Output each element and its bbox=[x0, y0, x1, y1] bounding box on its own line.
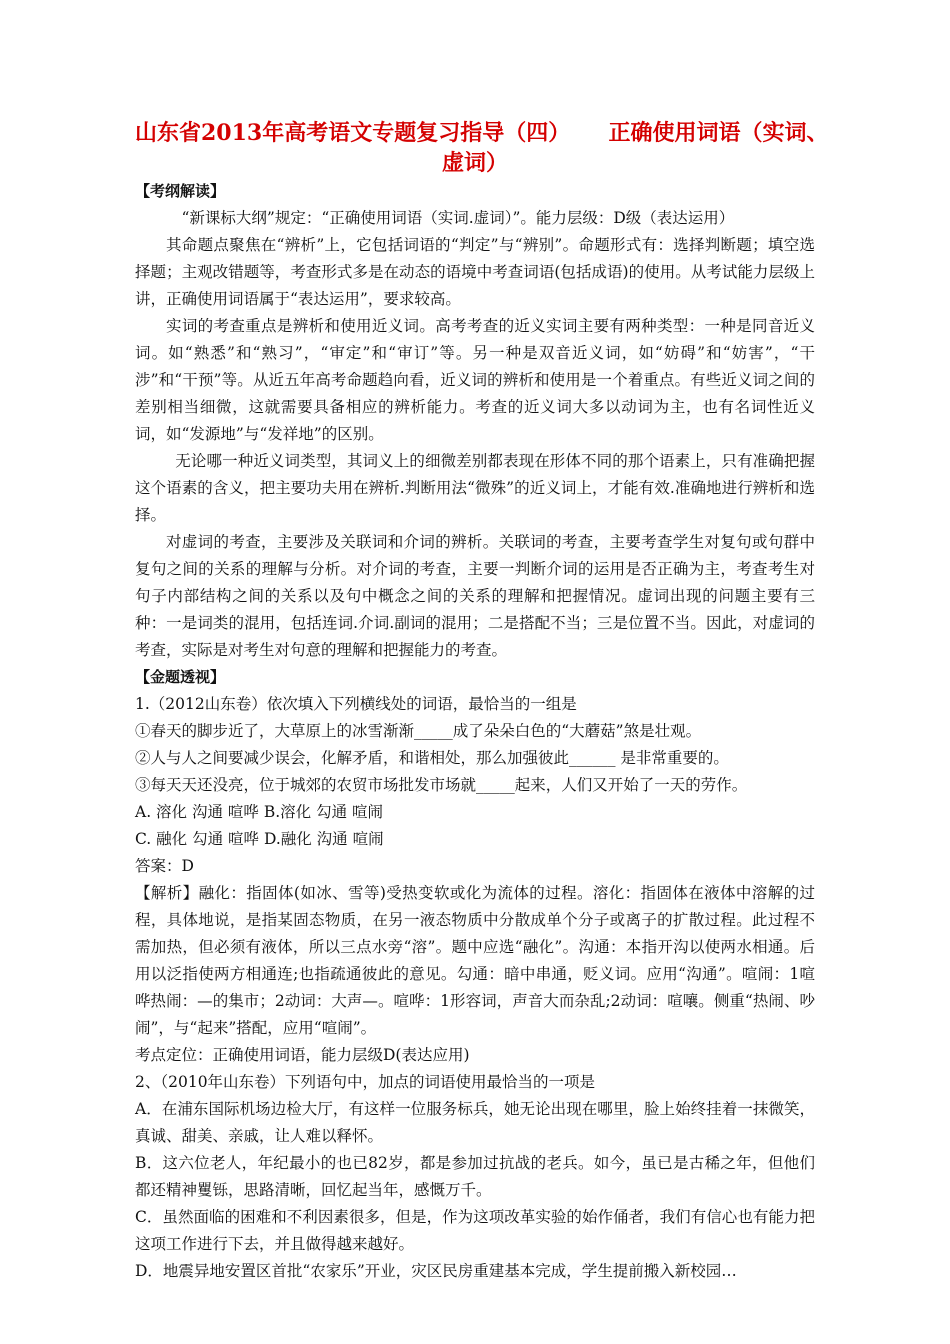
question-2-option-a: A．在浦东国际机场边检大厅，有这样一位服务标兵，她无论出现在哪里，脸上始终挂着一抹微笑，真诚、甜美、亲戚，让人难以释怀。 bbox=[135, 1100, 815, 1145]
title-line-2: 虚词） bbox=[441, 150, 508, 176]
outline-paragraph-4: 无论哪一种近义词类型，其词义上的细微差别都表现在形体不同的那个语素上，只有准确把握这个语素的含义，把主要功夫用在辨析.判断用法“微殊”的近义词上，才能有效.准确地进行辨析和选择。 bbox=[135, 452, 815, 524]
question-1-sentence-1: ①春天的脚步近了，大草原上的冰雪渐渐_____成了朵朵白色的“大蘑菇”煞是壮观。 bbox=[135, 722, 702, 740]
outline-paragraph-5: 对虚词的考查，主要涉及关联词和介词的辨析。关联词的考查，主要考查学生对复句或句群中复句之间的关系的理解与分析。对介词的考查，主要一判断介词的运用是否正确为主，考查考生对句子内部结构之间的关系以及句中概念之间的关系的理解和把握情况。虚词出现的问题主要有三种：一是词类的混用，包括连词.介词.副词的混用；二是搭配不当；三是位置不当。因此，对虚词的考查，实际是对考生对句意的理解和把握能力的考查。 bbox=[135, 533, 815, 659]
page-title bbox=[135, 118, 829, 178]
question-1-options-ab: A. 溶化 沟通 喧哗 B.溶化 勾通 喧闹 bbox=[135, 803, 384, 821]
question-1-analysis: 【解析】融化：指固体(如冰、雪等)受热变软或化为流体的过程。溶化：指固体在液体中溶解的过程，具体地说，是指某固态物质，在另一液态物质中分散成单个分子或离子的扩散过程。此过程不需加热，但必须有液体，所以三点水旁“溶”。题中应选“融化”。沟通：本指开沟以使两水相通。后用以泛指使两方相通连;也指疏通彼此的意见。勾通：暗中串通，贬义词。应用“沟通”。喧闹：1喧哗热闹：—的集市；2动词：大声—。喧哗：1形容词，声音大而杂乱;2动词：喧嚷。侧重“热闹、吵闹”，与“起来”搭配，应用“喧闹”。 bbox=[135, 884, 815, 1037]
question-1-answer: 答案：D bbox=[135, 857, 194, 875]
outline-paragraph-3: 实词的考查重点是辨析和使用近义词。高考考查的近义实词主要有两种类型：一种是同音近义词。如“熟悉”和“熟习”，“审定”和“审订”等。另一种是双音近义词，如“妨碍”和“妨害”，“干涉”和“干预”等。从近五年高考命题趋向看，近义词的辨析和使用是一个着重点。有些近义词之间的差别相当细微，这就需要具备相应的辨析能力。考查的近义词大多以动词为主，也有名词性近义词，如“发源地”与“发祥地”的区别。 bbox=[135, 317, 815, 443]
outline-heading: 【考纲解读】 bbox=[135, 182, 226, 200]
question-2-option-d: D．地震异地安置区首批“农家乐”开业，灾区民房重建基本完成，学生提前搬入新校园… bbox=[135, 1262, 737, 1280]
outline-paragraph-2: 其命题点聚焦在“辨析”上，它包括词语的“判定”与“辨别”。命题形式有：选择判断题；填空选择题；主观改错题等，考查形式多是在动态的语境中考查词语(包括成语)的使用。从考试能力层级上讲，正确使用词语属于“表达运用”，要求较高。 bbox=[135, 236, 815, 308]
question-2-stem: 2、（2010年山东卷）下列语句中，加点的词语使用最恰当的一项是 bbox=[135, 1073, 596, 1091]
question-1-options-cd: C. 融化 勾通 喧哗 D.融化 沟通 喧闹 bbox=[135, 830, 384, 848]
outline-paragraph-1: “新课标大纲”规定：“正确使用词语（实词.虚词）”。能力层级：D级（表达运用） bbox=[181, 209, 735, 227]
question-1-stem: 1.（2012山东卷）依次填入下列横线处的词语，最恰当的一组是 bbox=[135, 695, 577, 713]
document-page bbox=[135, 118, 829, 1285]
question-1-point: 考点定位：正确使用词语，能力层级D(表达应用) bbox=[135, 1046, 470, 1064]
exam-heading: 【金题透视】 bbox=[135, 668, 226, 686]
question-1-sentence-3: ③每天天还没亮，位于城郊的农贸市场批发市场就_____起来，人们又开始了一天的劳作。 bbox=[135, 776, 748, 794]
question-1-sentence-2: ②人与人之间要减少误会，化解矛盾，和谐相处，那么加强彼此______ 是非常重要的。 bbox=[135, 749, 729, 767]
question-2-option-b: B．这六位老人，年纪最小的也已82岁，都是参加过抗战的老兵。如今，虽已是古稀之年，但他们都还精神矍铄，思路清晰，回忆起当年，感慨万千。 bbox=[135, 1154, 815, 1199]
title-line-1: 山东省2013年高考语文专题复习指导（四） 正确使用词语（实词、 bbox=[135, 120, 829, 146]
question-2-option-c: C．虽然面临的困难和不利因素很多，但是，作为这项改革实验的始作俑者，我们有信心也有能力把这项工作进行下去，并且做得越来越好。 bbox=[135, 1208, 815, 1253]
